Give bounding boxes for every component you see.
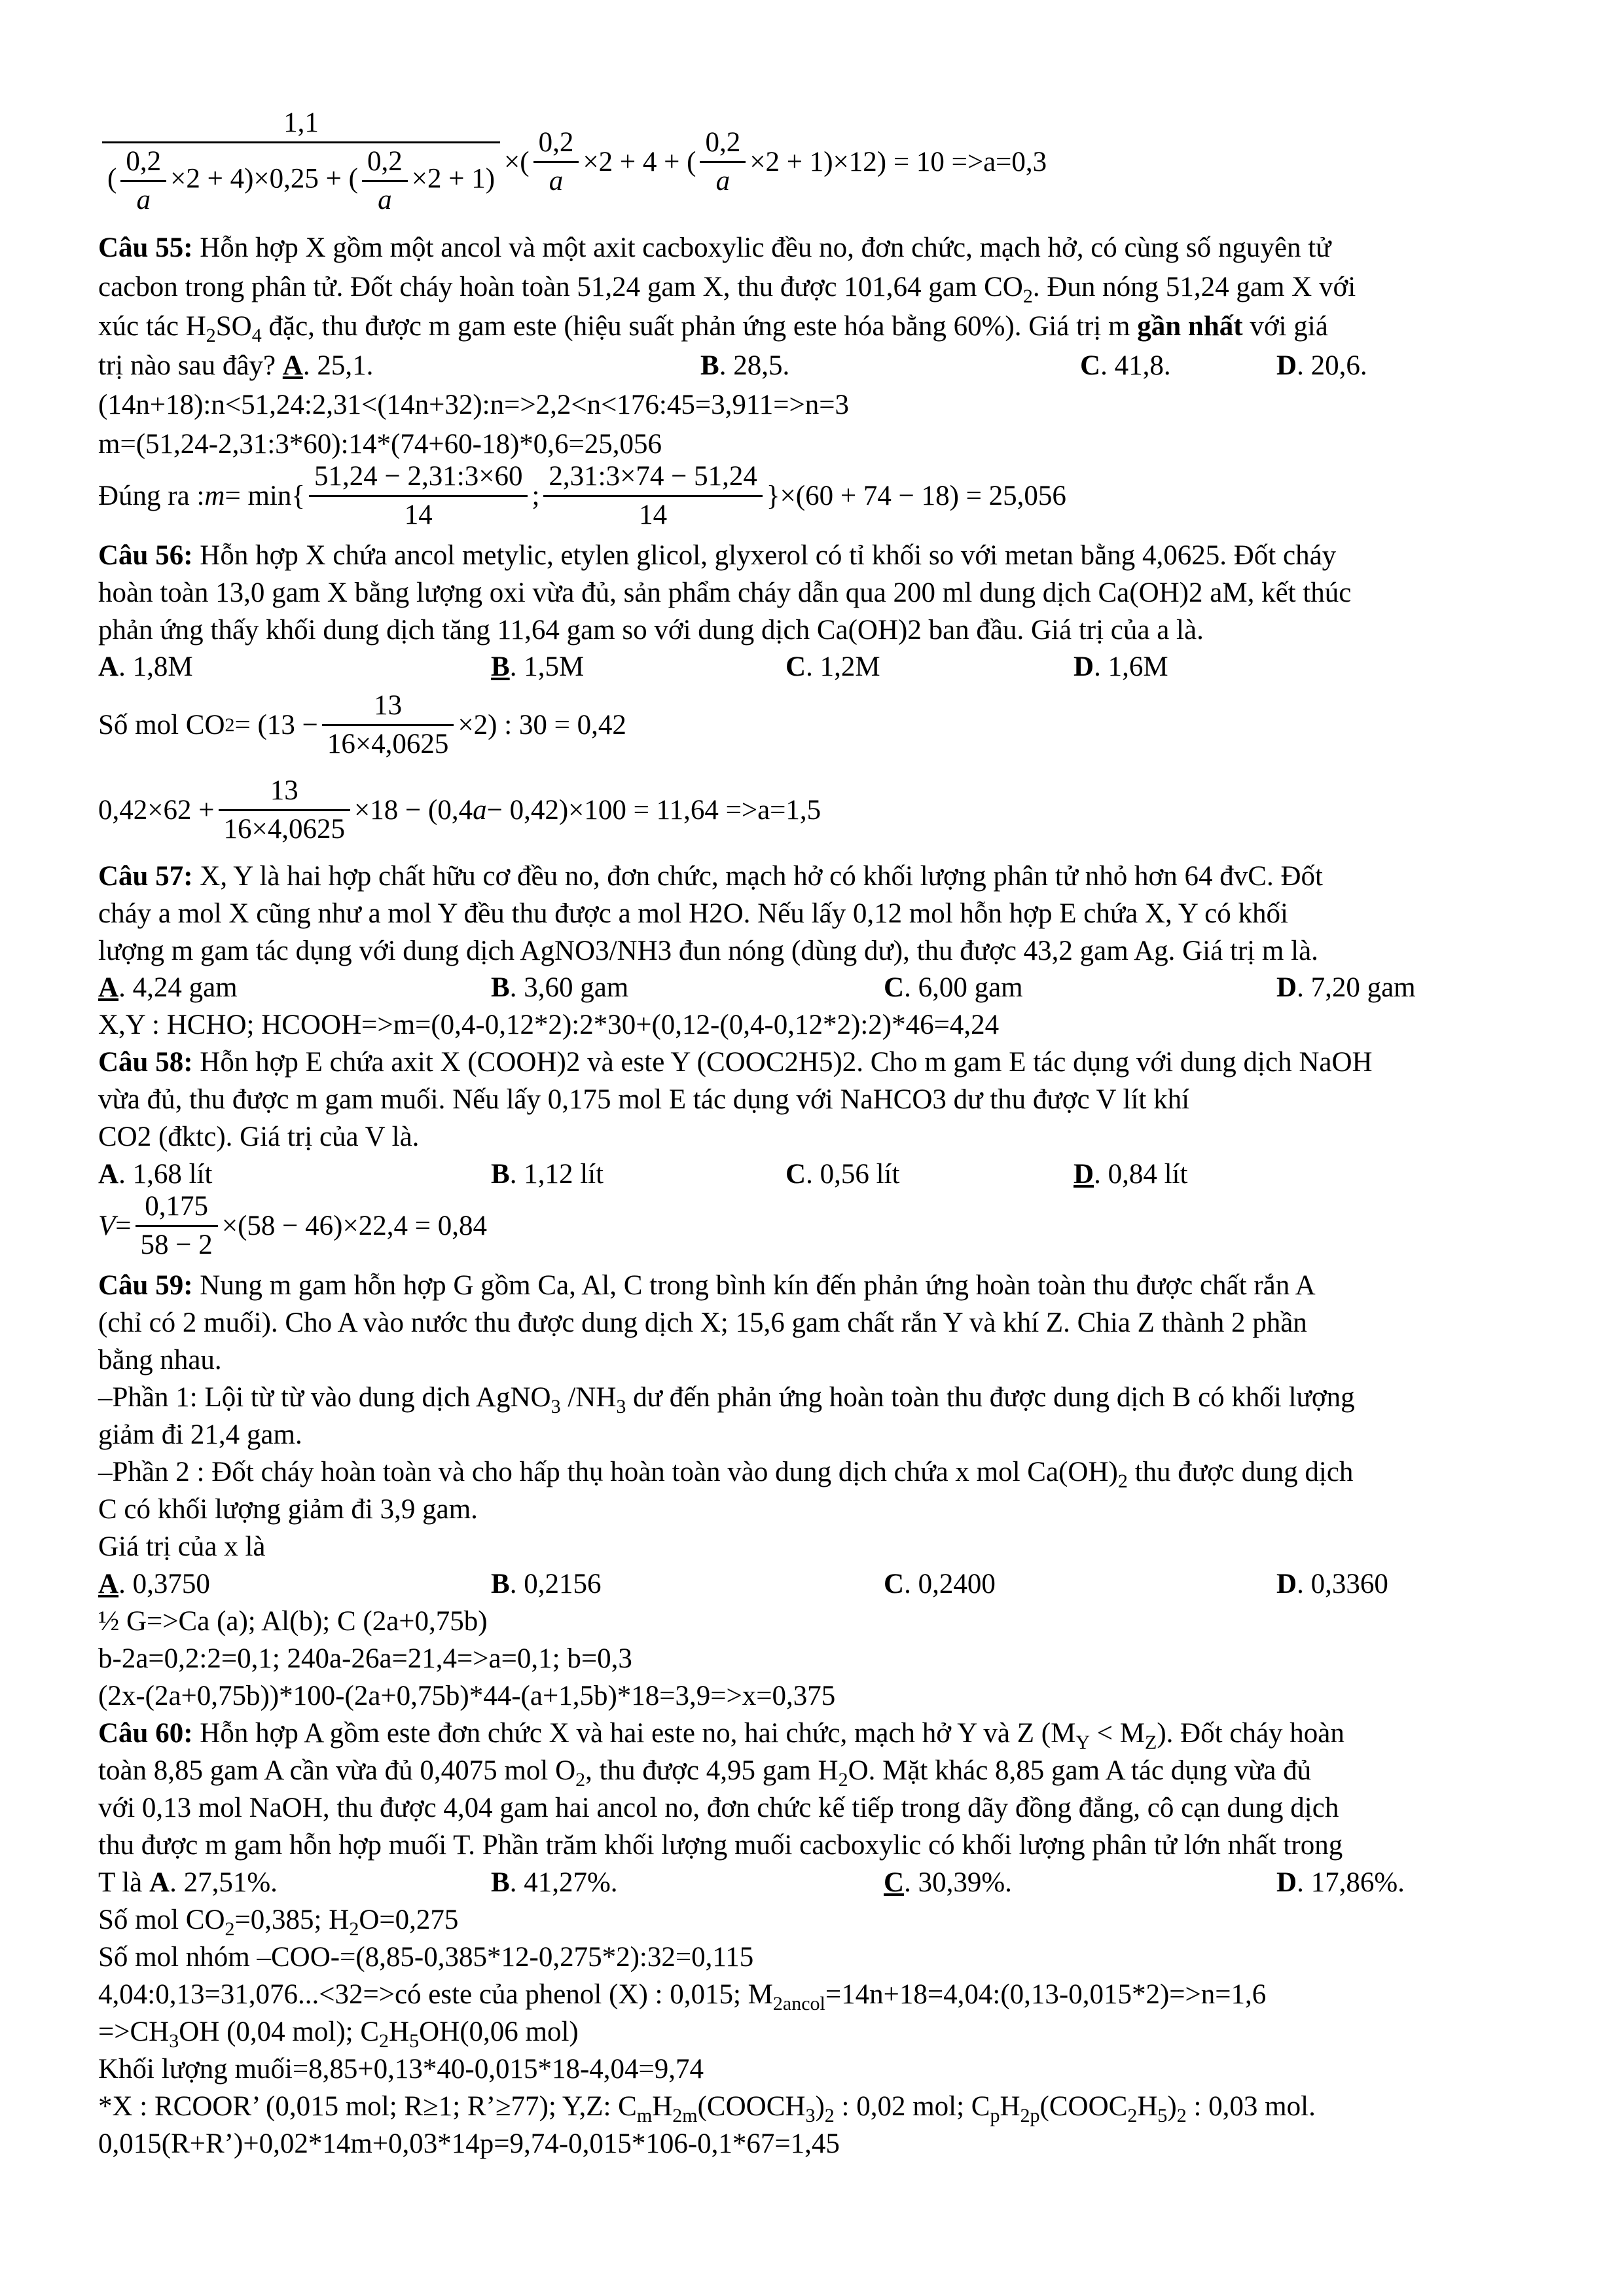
q58-solution-1 [98, 1188, 487, 1264]
option-letter: A [98, 1159, 119, 1190]
option-letter: A [98, 1569, 119, 1599]
fraction [543, 458, 762, 534]
option-letter: B [700, 350, 719, 381]
q56-line-3: phản ứng thấy khối dung dịch tăng 11,64 gam so với dung dịch Ca(OH)2 ban đầu. Giá trị của a là. [98, 615, 1204, 646]
subscript: 2 [225, 1918, 235, 1940]
option-b [491, 1565, 601, 1603]
solution-text: : 0,03 mol. [1186, 2091, 1316, 2122]
option-letter: C [884, 1569, 905, 1599]
solution-text: ) [1167, 2091, 1177, 2122]
q59-line-7: C có khối lượng giảm đi 3,9 gam. [98, 1494, 478, 1525]
q57-line-2: cháy a mol X cũng như a mol Y đều thu được a mol H2O. Nếu lấy 0,12 mol hỗn hợp E chứa X, Y có khối [98, 898, 1288, 929]
question-label: Câu 60: [98, 1718, 193, 1749]
fraction-denominator: a [378, 185, 392, 215]
question-text: Hỗn hợp X chứa ancol metylic, etylen glicol, glyxerol có tỉ khối so với metan bằng 4,0625. Đốt cháy [192, 540, 1337, 571]
q60-line-3: với 0,13 mol NaOH, thu được 4,04 gam hai ancol no, đơn chức kế tiếp trong dãy đồng đẳng, cô cạn dung dịch [98, 1793, 1339, 1823]
q57-line-1 [98, 858, 1572, 895]
formula-text: = (13 − [234, 710, 318, 740]
formula-text: ×(58 − 46)×22,4 = 0,84 [221, 1211, 487, 1241]
q59-solution-1: ½ G=>Ca (a); Al(b); C (2a+0,75b) [98, 1606, 488, 1637]
option-letter: C [785, 651, 806, 682]
subscript: 3 [805, 2105, 816, 2126]
option-letter: B [491, 1867, 510, 1898]
option-letter: A [98, 972, 119, 1003]
subscript: 2 [575, 1769, 586, 1791]
option-b [700, 347, 789, 384]
q59-line-1 [98, 1267, 1572, 1304]
option-letter: D [1276, 972, 1297, 1003]
option-letter: A [282, 350, 303, 381]
option-d [1276, 969, 1416, 1006]
solution-text: =0,385; H [234, 1904, 350, 1935]
q58-line-1 [98, 1044, 1572, 1081]
question-text: Nung m gam hỗn hợp G gồm Ca, Al, C trong bình kín đến phản ứng hoàn toàn thu được chất rắn A [192, 1270, 1316, 1301]
question-text: toàn 8,85 gam A cần vừa đủ 0,4075 mol O [98, 1755, 576, 1786]
subscript: 2 [1176, 2105, 1187, 2126]
option-a [98, 1565, 210, 1603]
formula-text: ( [107, 163, 117, 194]
option-c [884, 1565, 996, 1603]
formula-text: Số mol CO [98, 710, 225, 740]
option-letter: C [884, 1867, 905, 1898]
question-text: O. Mặt khác 8,85 gam A tác dụng vừa đủ [848, 1755, 1312, 1786]
option-c [785, 648, 880, 685]
solution-text: H [652, 2091, 673, 2122]
solution-text: OH(0,06 mol) [419, 2016, 579, 2047]
fraction-denominator: 16×4,0625 [327, 729, 449, 759]
option-text: . 0,3750 [118, 1569, 210, 1599]
question-text: < M [1090, 1718, 1145, 1749]
option-letter: C [884, 972, 905, 1003]
q55-line-1 [98, 229, 1572, 266]
subscript: 2 [1127, 2105, 1138, 2126]
option-text: . 0,2400 [904, 1569, 996, 1599]
option-text: . 17,86%. [1297, 1867, 1405, 1898]
option-letter: B [491, 1569, 510, 1599]
q60-solution-5: Khối lượng muối=8,85+0,13*40-0,015*18-4,04=9,74 [98, 2054, 704, 2085]
question-text: Hỗn hợp A gồm este đơn chức X và hai este no, hai chức, mạch hở Y và Z (M [192, 1718, 1076, 1749]
question-text: dư đến phản ứng hoàn toàn thu được dung dịch B có khối lượng [626, 1382, 1355, 1413]
option-text: . 4,24 gam [118, 972, 238, 1003]
option-a [98, 648, 193, 685]
question-text: –Phần 1: Lội từ từ vào dung dịch AgNO [98, 1382, 551, 1413]
option-d [1276, 1565, 1388, 1603]
q55-line-4-text [98, 347, 373, 384]
question-text: X, Y là hai hợp chất hữu cơ đều no, đơn chức, mạch hở có khối lượng phân tử nhỏ hơn 64 đvC. Đốt [192, 861, 1323, 892]
fraction-denominator: a [136, 185, 151, 215]
q59-line-2: (chỉ có 2 muối). Cho A vào nước thu được dung dịch X; 15,6 gam chất rắn Y và khí Z. Chia Z thành 2 phần [98, 1307, 1307, 1338]
q60-line-4: thu được m gam hỗn hợp muối T. Phần trăm khối lượng muối cacboxylic có khối lượng phân tử lớn nhất trong [98, 1830, 1343, 1861]
formula-text: = [115, 1211, 132, 1241]
subscript: 4 [251, 325, 262, 346]
question-label: Câu 59: [98, 1270, 193, 1301]
option-letter: B [491, 651, 510, 682]
question-label: Câu 56: [98, 540, 193, 571]
fraction-numerator: 0,175 [135, 1188, 218, 1227]
q55-solution-2: m=(51,24-2,31:3*60):14*(74+60-18)*0,6=25,056 [98, 429, 662, 460]
formula-text: ×( [504, 146, 530, 177]
solution-text: 4,04:0,13=31,076...<32=>có este của phenol (X) : 0,015; M [98, 1979, 773, 2010]
option-d [1074, 648, 1168, 685]
q55-solution-3 [98, 458, 1066, 534]
solution-text: (COOC [1039, 2091, 1128, 2122]
option-text: . 1,6M [1094, 651, 1168, 682]
fraction-numerator: 0,2 [700, 124, 746, 163]
option-letter: C [1080, 350, 1101, 381]
option-text: . 0,84 lít [1094, 1159, 1188, 1190]
question-text: đặc, thu được m gam este (hiệu suất phản ứng este hóa bằng 60%). Giá trị m [261, 311, 1138, 342]
option-text: . 0,2156 [509, 1569, 602, 1599]
question-text: cacbon trong phân tử. Đốt cháy hoàn toàn 51,24 gam X, thu được 101,64 gam CO [98, 272, 1023, 302]
solution-text: Số mol CO [98, 1904, 225, 1935]
subscript: p [990, 2105, 1000, 2126]
fraction [533, 124, 579, 200]
fraction-numerator: 0,2 [120, 143, 166, 182]
question-text: SO [215, 311, 252, 342]
question-text: xúc tác H [98, 311, 206, 342]
q59-solution-2: b-2a=0,2:2=0,1; 240a-26a=21,4=>a=0,1; b=0,3 [98, 1643, 632, 1674]
fraction [135, 1188, 218, 1264]
fraction-denominator [102, 143, 500, 219]
q59-line-5: giảm đi 21,4 gam. [98, 1419, 302, 1450]
question-text: , thu được 4,95 gam H [585, 1755, 839, 1786]
option-text: . 6,00 gam [904, 972, 1023, 1003]
question-text: Hỗn hợp X gồm một ancol và một axit cacboxylic đều no, đơn chức, mạch hở, có cùng số nguyên tử [192, 232, 1331, 263]
subscript: 2 [838, 1769, 848, 1791]
fraction-numerator: 0,2 [362, 143, 408, 182]
fraction-denominator: 14 [404, 500, 433, 530]
fraction [322, 687, 454, 763]
subscript: 2 [1022, 285, 1033, 307]
solution-text: (COOCH [697, 2091, 806, 2122]
option-letter: C [785, 1159, 806, 1190]
option-text: . 25,1. [302, 350, 374, 381]
fraction-denominator: a [715, 165, 731, 196]
q56-solution-2 [98, 773, 821, 848]
q60-solution-2: Số mol nhóm –COO-=(8,85-0,385*12-0,275*2):32=0,115 [98, 1942, 754, 1973]
formula-text: ×2 + 1) [411, 163, 496, 194]
option-text: . 20,6. [1297, 350, 1367, 381]
solution-text: *X : RCOOR’ (0,015 mol; R≥1; R’≥77); Y,Z: C [98, 2091, 637, 2122]
option-a [283, 350, 374, 381]
fraction-denominator: 14 [639, 500, 668, 530]
subscript: 2 [824, 2105, 835, 2126]
solution-text: H [1000, 2091, 1020, 2122]
subscript: 3 [169, 2030, 179, 2052]
q55-solution-1: (14n+18):n<51,24:2,31<(14n+32):n=>2,2<n<176:45=3,911=>n=3 [98, 390, 849, 420]
formula-text: Đúng ra : [98, 481, 205, 511]
subscript: 2 [206, 325, 216, 346]
formula-var: a [473, 795, 487, 826]
fraction-numerator: 1,1 [102, 105, 500, 143]
fraction-main [102, 105, 500, 219]
subscript: m [636, 2105, 653, 2126]
q59-line-3: bằng nhau. [98, 1345, 222, 1376]
q57-solution-1: X,Y : HCHO; HCOOH=>m=(0,4-0,12*2):2*30+(0,12-(0,4-0,12*2):2)*46=4,24 [98, 1010, 1000, 1040]
option-a [149, 1867, 278, 1898]
formula-var: V [98, 1211, 116, 1241]
question-text: thu được dung dịch [1127, 1457, 1354, 1487]
subscript: 2 [1117, 1470, 1128, 1492]
question-text: với giá [1242, 311, 1328, 342]
option-text: . 1,5M [509, 651, 585, 682]
option-text: . 41,8. [1100, 350, 1171, 381]
option-text: . 1,68 lít [118, 1159, 213, 1190]
option-a [98, 1156, 212, 1193]
option-text: . 0,3360 [1297, 1569, 1388, 1599]
solution-text: OH (0,04 mol); C [179, 2016, 380, 2047]
option-text: . 3,60 gam [509, 972, 629, 1003]
option-letter: B [491, 1159, 510, 1190]
q60-solution-7: 0,015(R+R’)+0,02*14m+0,03*14p=9,74-0,015*106-0,1*67=1,45 [98, 2128, 840, 2159]
subscript: 2ancol [772, 1993, 825, 2014]
formula-text: ×2) : 30 = 0,42 [458, 710, 626, 740]
fraction-denominator: 16×4,0625 [223, 814, 346, 845]
option-a [98, 969, 238, 1006]
fraction-denominator: a [549, 165, 564, 196]
subscript: Y [1075, 1732, 1090, 1753]
formula-text: ×18 − (0,4 [354, 795, 473, 826]
fraction-inner [362, 143, 408, 219]
formula-text: }×(60 + 74 − 18) = 25,056 [766, 481, 1066, 511]
q56-line-2: hoàn toàn 13,0 gam X bằng lượng oxi vừa đủ, sản phẩm cháy dẫn qua 200 ml dung dịch Ca(OH)2 aM, kết thúc [98, 577, 1352, 608]
option-d [1276, 347, 1367, 384]
formula-text: 0,42×62 + [98, 795, 215, 826]
solution-text: ) [815, 2091, 825, 2122]
option-d [1276, 1864, 1405, 1901]
option-text: . 1,12 lít [509, 1159, 604, 1190]
fraction [700, 124, 746, 200]
option-b [491, 1864, 618, 1901]
fraction-numerator: 0,2 [533, 124, 579, 163]
formula-text: − 0,42)×100 = 11,64 =>a=1,5 [486, 795, 821, 826]
solution-text: =14n+18=4,04:(0,13-0,015*2)=>n=1,6 [825, 1979, 1267, 2010]
question-text: ). Đốt cháy hoàn [1157, 1718, 1344, 1749]
option-letter: D [1276, 1867, 1297, 1898]
option-c [1080, 347, 1171, 384]
solution-text: H [1137, 2091, 1158, 2122]
q60-line-5-text [98, 1864, 278, 1901]
q59-solution-3: (2x-(2a+0,75b))*100-(2a+0,75b)*44-(a+1,5b)*18=3,9=>x=0,375 [98, 1681, 836, 1711]
fraction-numerator: 2,31:3×74 − 51,24 [543, 458, 762, 497]
option-text: . 41,27%. [509, 1867, 618, 1898]
option-letter: D [1074, 1159, 1094, 1190]
option-b [491, 1156, 604, 1193]
solution-text: H [389, 2016, 410, 2047]
formula-text: ×2 + 4)×0,25 + ( [170, 163, 358, 194]
option-c [884, 969, 1023, 1006]
formula-text: = min{ [225, 481, 306, 511]
subscript: 5 [409, 2030, 420, 2052]
option-c [884, 1864, 1012, 1901]
option-letter: B [491, 972, 510, 1003]
q57-line-3: lượng m gam tác dụng với dung dịch AgNO3/NH3 đun nóng (dùng dư), thu được 43,2 gam Ag. Giá trị m là. [98, 936, 1318, 966]
option-letter: D [1276, 1569, 1297, 1599]
q58-line-2: vừa đủ, thu được m gam muối. Nếu lấy 0,175 mol E tác dụng với NaHCO3 dư thu được V lít khí [98, 1084, 1190, 1115]
option-text: . 1,2M [806, 651, 880, 682]
subscript: 2p [1020, 2105, 1040, 2126]
subscript: Z [1144, 1732, 1157, 1753]
option-text: . 7,20 gam [1297, 972, 1416, 1003]
question-text: trị nào sau đây? [98, 350, 276, 381]
option-text: . 28,5. [719, 350, 790, 381]
fraction-numerator: 51,24 − 2,31:3×60 [309, 458, 528, 497]
subscript: 2 [225, 714, 235, 736]
subscript: 3 [616, 1396, 626, 1417]
question-text: . Đun nóng 51,24 gam X với [1032, 272, 1356, 302]
q56-solution-1 [98, 687, 626, 763]
fraction-numerator: 13 [219, 773, 351, 811]
question-text: /NH [560, 1382, 617, 1413]
question-label: Câu 57: [98, 861, 193, 892]
option-letter: D [1276, 350, 1297, 381]
question-text: –Phần 2 : Đốt cháy hoàn toàn và cho hấp thụ hoàn toàn vào dung dịch chứa x mol Ca(OH) [98, 1457, 1118, 1487]
subscript: 3 [550, 1396, 561, 1417]
emphasis-text: gần nhất [1137, 311, 1243, 342]
option-c [785, 1156, 899, 1193]
fraction-denominator: 58 − 2 [140, 1230, 213, 1260]
option-text: . 0,56 lít [806, 1159, 900, 1190]
subscript: 2 [349, 1918, 359, 1940]
q58-line-3: CO2 (đktc). Giá trị của V là. [98, 1121, 420, 1152]
fraction-inner [120, 143, 166, 219]
formula-text: ×2 + 4 + ( [583, 146, 696, 177]
formula-var: m [204, 481, 225, 511]
option-b [491, 648, 584, 685]
question-text: T là [98, 1867, 150, 1898]
subscript: 2 [379, 2030, 389, 2052]
solution-text: O=0,275 [359, 1904, 459, 1935]
question-text: Hỗn hợp E chứa axit X (COOH)2 và este Y (COOC2H5)2. Cho m gam E tác dụng với dung dịch NaOH [192, 1047, 1373, 1078]
formula-top [98, 105, 1047, 219]
formula-text: ×2 + 1)×12) = 10 =>a=0,3 [749, 146, 1047, 177]
solution-text: : 0,02 mol; C [834, 2091, 990, 2122]
subscript: 2m [672, 2105, 698, 2126]
option-text: . 27,51%. [170, 1867, 278, 1898]
option-text: . 1,8M [118, 651, 193, 682]
option-letter: A [98, 651, 119, 682]
option-d [1074, 1156, 1187, 1193]
option-text: . 30,39%. [904, 1867, 1012, 1898]
fraction [219, 773, 351, 848]
fraction-numerator: 13 [322, 687, 454, 726]
solution-text: =>CH [98, 2016, 170, 2047]
question-label: Câu 58: [98, 1047, 193, 1078]
formula-text: ; [532, 481, 540, 511]
option-b [491, 969, 628, 1006]
option-letter: D [1074, 651, 1094, 682]
fraction [309, 458, 528, 534]
option-letter: A [149, 1867, 170, 1898]
q59-line-8: Giá trị của x là [98, 1531, 266, 1562]
subscript: 5 [1157, 2105, 1168, 2126]
question-label: Câu 55: [98, 232, 193, 263]
q56-line-1 [98, 537, 1572, 574]
